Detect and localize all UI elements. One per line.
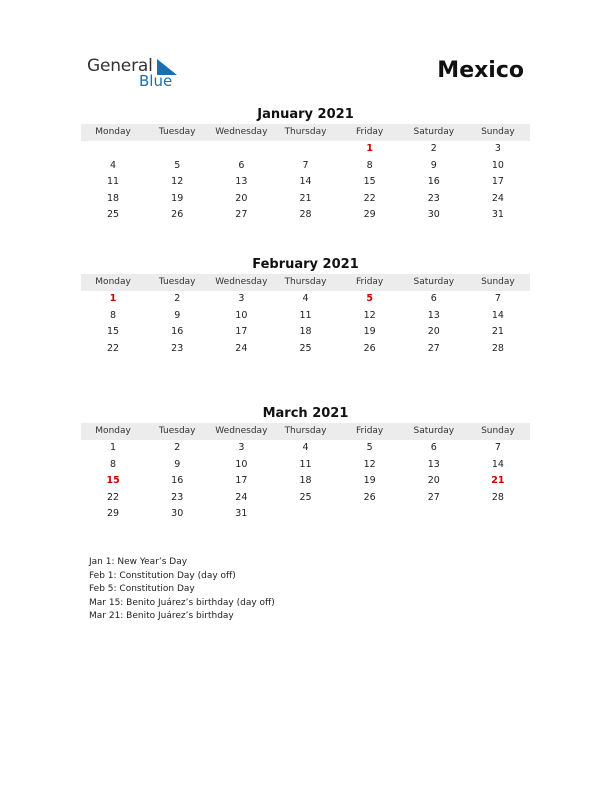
week-row (81, 324, 530, 341)
day-cell: 27 (427, 491, 440, 503)
day-cell: 1 (366, 143, 373, 154)
holiday-item: Jan 1: New Year’s Day (89, 557, 188, 567)
day-cell: 25 (299, 491, 312, 503)
month-title: February 2021 (252, 257, 359, 272)
day-cell: 5 (366, 293, 373, 304)
day-cell: 28 (491, 342, 504, 354)
day-cell: 2 (174, 293, 181, 304)
day-cell: 21 (491, 475, 505, 486)
weekday-label: Monday (95, 127, 131, 137)
day-cell: 18 (107, 192, 120, 204)
day-cell: 28 (491, 491, 504, 503)
week-row (81, 174, 530, 191)
weekday-label: Tuesday (158, 426, 196, 436)
day-cell: 11 (299, 458, 312, 470)
day-cell: 20 (427, 326, 440, 337)
holiday-list (89, 556, 275, 624)
day-cell: 6 (430, 293, 437, 304)
weekday-label: Saturday (413, 426, 455, 436)
week-row (81, 341, 530, 358)
day-cell: 23 (171, 491, 184, 503)
day-cell: 10 (491, 159, 504, 171)
day-cell: 3 (238, 293, 245, 304)
day-cell: 4 (302, 442, 309, 453)
weekday-header (81, 274, 530, 291)
day-cell: 23 (427, 192, 440, 204)
day-cell: 15 (107, 326, 120, 337)
weekday-label: Monday (95, 426, 131, 436)
day-cell: 16 (171, 326, 184, 337)
day-cell: 29 (363, 209, 376, 220)
weekday-label: Friday (355, 426, 384, 436)
day-cell (209, 141, 273, 158)
week-row (81, 291, 530, 308)
week-row (81, 457, 530, 474)
weekday-label: Thursday (284, 127, 327, 137)
day-cell (145, 141, 209, 158)
day-cell: 9 (430, 159, 437, 171)
weekday-label: Wednesday (215, 426, 268, 436)
day-cell: 24 (235, 342, 248, 354)
day-cell: 23 (171, 342, 184, 354)
day-cell: 16 (427, 176, 440, 187)
day-cell: 15 (106, 475, 120, 486)
day-cell: 8 (366, 159, 373, 171)
day-cell: 12 (363, 309, 376, 321)
day-cell: 14 (491, 309, 504, 321)
weekday-label: Tuesday (158, 127, 196, 137)
day-cell: 26 (363, 342, 376, 354)
day-cell: 2 (174, 442, 181, 453)
day-cell: 11 (107, 176, 120, 187)
day-cell (338, 506, 402, 523)
day-cell: 17 (235, 475, 248, 486)
day-cell: 19 (363, 475, 376, 486)
day-cell: 25 (107, 209, 120, 220)
day-cell: 17 (491, 176, 504, 187)
holiday-item: Mar 21: Benito Juárez’s birthday (89, 611, 234, 621)
day-cell: 25 (299, 342, 312, 354)
weekday-header (81, 423, 530, 440)
day-cell: 31 (491, 209, 504, 220)
week-row (81, 506, 530, 523)
day-cell: 8 (110, 458, 117, 470)
day-cell: 22 (107, 342, 120, 354)
day-cell: 18 (299, 326, 312, 337)
week-row (81, 141, 530, 158)
weekday-label: Wednesday (215, 277, 268, 287)
day-cell: 17 (235, 326, 248, 337)
week-row (81, 440, 530, 457)
day-cell: 27 (427, 342, 440, 354)
day-cell: 24 (491, 192, 504, 204)
day-cell: 12 (171, 176, 184, 187)
day-cell: 4 (302, 293, 309, 304)
day-cell: 13 (427, 458, 440, 470)
day-cell: 16 (171, 475, 184, 486)
weekday-label: Monday (95, 277, 131, 287)
week-row (81, 158, 530, 175)
logo-blue-text: Blue (139, 72, 173, 90)
day-cell: 6 (238, 159, 245, 171)
day-cell: 15 (363, 176, 376, 187)
day-cell (81, 141, 145, 158)
day-cell: 24 (235, 491, 248, 503)
day-cell: 18 (299, 475, 312, 486)
holiday-item: Feb 5: Constitution Day (89, 584, 195, 594)
day-cell: 9 (174, 458, 181, 470)
day-cell: 22 (363, 192, 376, 204)
day-cell: 21 (491, 326, 504, 337)
day-cell: 12 (363, 458, 376, 470)
day-cell: 5 (174, 159, 181, 171)
day-cell: 3 (238, 442, 245, 453)
day-cell: 4 (110, 159, 117, 171)
day-cell: 27 (235, 209, 248, 220)
day-cell: 13 (427, 309, 440, 321)
day-cell: 19 (171, 192, 184, 204)
day-cell: 28 (299, 209, 312, 220)
day-cell: 19 (363, 326, 376, 337)
weekday-label: Sunday (481, 277, 515, 287)
month-title: January 2021 (257, 107, 354, 122)
weekday-label: Sunday (481, 426, 515, 436)
day-cell: 20 (427, 475, 440, 486)
day-cell: 1 (109, 293, 117, 304)
month-calendar (81, 256, 530, 357)
day-cell: 13 (235, 176, 248, 187)
day-cell (273, 506, 337, 523)
day-cell (402, 506, 466, 523)
weekday-label: Wednesday (215, 127, 268, 137)
day-cell: 5 (366, 442, 373, 453)
week-row (81, 308, 530, 325)
day-cell: 14 (299, 176, 312, 187)
day-cell: 14 (491, 458, 504, 470)
day-cell: 26 (171, 209, 184, 220)
day-cell: 3 (494, 143, 501, 154)
week-row (81, 490, 530, 507)
country-title: Mexico (437, 58, 524, 83)
weekday-label: Sunday (481, 127, 515, 137)
weekday-label: Thursday (284, 277, 327, 287)
month-calendar (81, 405, 530, 523)
day-cell: 11 (299, 309, 312, 321)
day-cell: 10 (235, 309, 248, 321)
day-cell: 2 (430, 143, 437, 154)
weekday-label: Friday (355, 127, 384, 137)
week-row (81, 191, 530, 208)
day-cell (273, 141, 337, 158)
day-cell (466, 506, 530, 523)
day-cell: 10 (235, 458, 248, 470)
holiday-item: Feb 1: Constitution Day (day off) (89, 570, 236, 581)
day-cell: 30 (171, 508, 184, 519)
weekday-label: Saturday (413, 127, 455, 137)
weekday-header (81, 124, 530, 141)
day-cell: 30 (427, 209, 440, 220)
day-cell: 1 (110, 442, 117, 453)
day-cell: 7 (494, 293, 501, 304)
day-cell: 9 (174, 309, 181, 321)
day-cell: 29 (107, 508, 120, 519)
day-cell: 26 (363, 491, 376, 503)
month-calendar (81, 106, 530, 224)
day-cell: 8 (110, 309, 117, 321)
weekday-label: Tuesday (158, 277, 196, 287)
holiday-item: Mar 15: Benito Juárez’s birthday (day off) (89, 597, 275, 608)
day-cell: 31 (235, 508, 248, 519)
day-cell: 7 (302, 159, 309, 171)
day-cell: 20 (235, 192, 248, 204)
day-cell: 21 (299, 192, 312, 204)
weekday-label: Friday (355, 277, 384, 287)
month-title: March 2021 (262, 406, 349, 421)
weekday-label: Thursday (284, 426, 327, 436)
weekday-label: Saturday (413, 277, 455, 287)
week-row (81, 207, 530, 224)
generalblue-logo (87, 56, 187, 92)
logo-general-text: General (87, 56, 153, 76)
week-row (81, 473, 530, 490)
day-cell: 22 (107, 491, 120, 503)
day-cell: 6 (430, 442, 437, 453)
day-cell: 7 (494, 442, 501, 453)
